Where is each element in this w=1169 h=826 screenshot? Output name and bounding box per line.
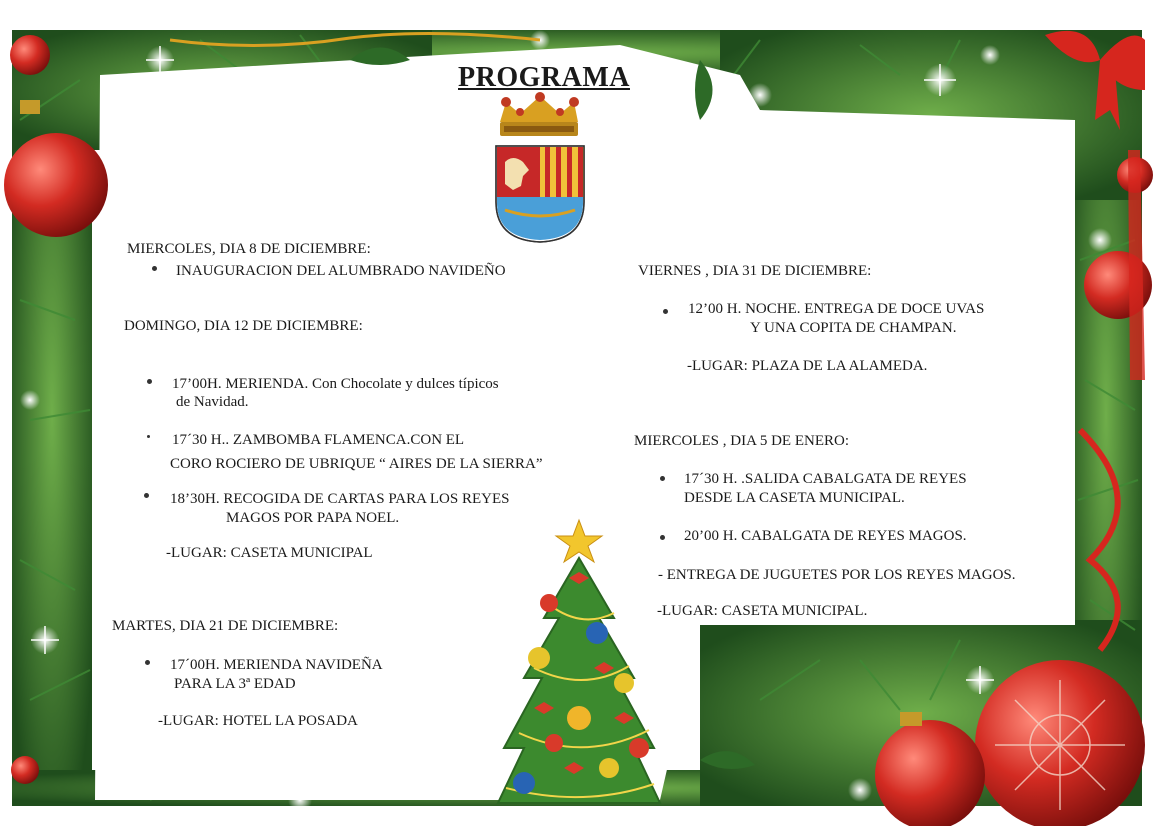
event-item: 20’00 H. CABALGATA DE REYES MAGOS. <box>684 528 967 544</box>
bullet-icon <box>660 476 665 481</box>
event-item: 17´30 H.. ZAMBOMBA FLAMENCA.CON EL <box>172 432 465 448</box>
shield-icon <box>496 146 584 242</box>
event-item-continuation: Y UNA COPITA DE CHAMPAN. <box>750 320 957 336</box>
event-item: INAUGURACION DEL ALUMBRADO NAVIDEÑO <box>176 263 506 279</box>
coat-of-arms-emblem <box>490 92 590 244</box>
star-icon <box>556 520 602 562</box>
event-place: -LUGAR: CASETA MUNICIPAL <box>166 545 373 561</box>
page-title: PROGRAMA <box>458 62 630 93</box>
event-place: -LUGAR: CASETA MUNICIPAL. <box>657 603 868 619</box>
day-heading: DOMINGO, DIA 12 DE DICIEMBRE: <box>124 318 363 334</box>
event-place: -LUGAR: HOTEL LA POSADA <box>158 713 358 729</box>
event-item: 17´00H. MERIENDA NAVIDEÑA <box>170 657 383 673</box>
day-heading: MIERCOLES , DIA 5 DE ENERO: <box>634 433 849 449</box>
bullet-icon <box>147 379 152 384</box>
event-item-continuation: CORO ROCIERO DE UBRIQUE “ AIRES DE LA SIERRA” <box>170 456 543 472</box>
bullet-icon <box>152 266 157 271</box>
bullet-icon <box>147 435 150 438</box>
bullet-icon <box>660 535 665 540</box>
bullet-icon <box>145 660 150 665</box>
day-heading: MIERCOLES, DIA 8 DE DICIEMBRE: <box>127 241 371 257</box>
event-item-continuation: PARA LA 3ª EDAD <box>174 676 296 692</box>
event-item: 18’30H. RECOGIDA DE CARTAS PARA LOS REYES <box>170 491 510 507</box>
event-place: -LUGAR: PLAZA DE LA ALAMEDA. <box>687 358 928 374</box>
event-item-continuation: de Navidad. <box>176 394 249 410</box>
christmas-tree-illustration <box>494 518 664 808</box>
royal-crown-icon <box>500 92 579 136</box>
event-item-continuation: MAGOS POR PAPA NOEL. <box>226 510 400 526</box>
event-extra: - ENTREGA DE JUGUETES POR LOS REYES MAGOS. <box>658 567 1016 583</box>
event-item: 12’00 H. NOCHE. ENTREGA DE DOCE UVAS <box>688 301 985 317</box>
bullet-icon <box>144 493 149 498</box>
day-heading: VIERNES , DIA 31 DE DICIEMBRE: <box>638 263 872 279</box>
event-item: 17´30 H. .SALIDA CABALGATA DE REYES <box>684 471 967 487</box>
event-item: 17’00H. MERIENDA. Con Chocolate y dulces típicos <box>172 376 499 392</box>
event-item-continuation: DESDE LA CASETA MUNICIPAL. <box>684 490 905 506</box>
bullet-icon <box>663 309 668 314</box>
day-heading: MARTES, DIA 21 DE DICIEMBRE: <box>112 618 339 634</box>
